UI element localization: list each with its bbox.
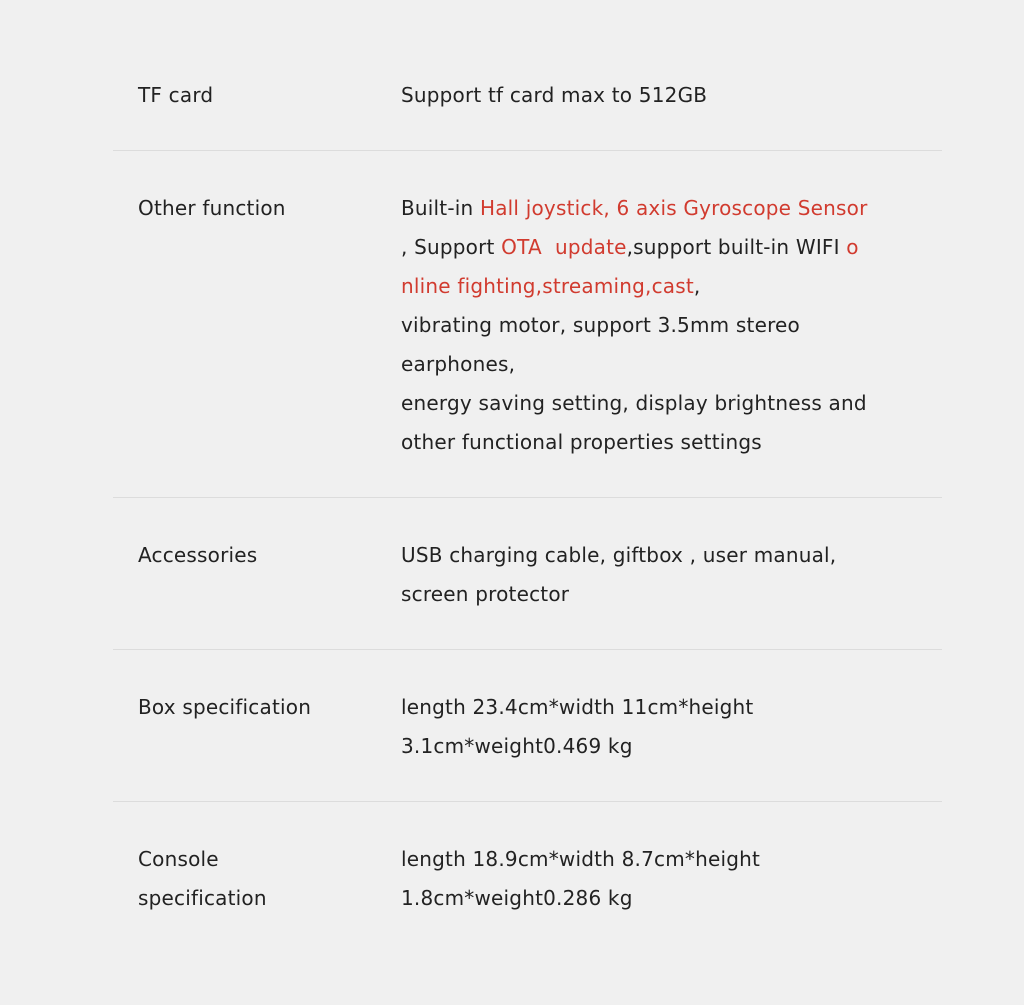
highlight-text: Hall joystick, 6 axis Gyroscope Sensor (479, 196, 868, 220)
spec-table (113, 0, 942, 1005)
plain-text: , Support (401, 235, 502, 259)
plain-text: ,support built-in WIFI (626, 235, 847, 259)
spec-value-line: vibrating motor, support 3.5mm stereo (401, 313, 800, 337)
spec-value-line: length 18.9cm*width 8.7cm*height (401, 847, 761, 871)
spec-row-accessories (113, 498, 942, 650)
spec-value-line: other functional properties settings (401, 430, 762, 454)
highlight-text: o (846, 235, 859, 259)
spec-value-box-specification (401, 688, 901, 766)
spec-label-line: specification (138, 886, 267, 910)
spec-label-console-specification (138, 840, 368, 918)
spec-value-line: earphones, (401, 352, 516, 376)
spec-value-line (401, 228, 901, 267)
spec-value-tf-card: Support tf card max to 512GB (401, 83, 708, 107)
highlight-text: OTA update (501, 235, 627, 259)
plain-text: , (693, 274, 701, 298)
spec-value-console-specification (401, 840, 901, 918)
spec-value-accessories (401, 536, 901, 614)
spec-value-line (401, 189, 901, 228)
spec-value-line: screen protector (401, 582, 570, 606)
spec-row-console-specification (113, 802, 942, 1005)
spec-value-line: energy saving setting, display brightness and (401, 391, 867, 415)
spec-label-tf-card: TF card (138, 83, 214, 107)
spec-value-line: 1.8cm*weight0.286 kg (401, 886, 633, 910)
spec-value-line: USB charging cable, giftbox , user manual, (401, 543, 837, 567)
spec-row-other-function (113, 151, 942, 498)
spec-label-box-specification: Box specification (138, 695, 312, 719)
spec-label-accessories: Accessories (138, 543, 258, 567)
spec-label-other-function: Other function (138, 196, 286, 220)
highlight-text: nline fighting,streaming,cast (401, 274, 694, 298)
spec-row-tf-card (113, 0, 942, 151)
plain-text: Built-in (401, 196, 480, 220)
spec-row-box-specification (113, 650, 942, 802)
spec-value-other-function (401, 189, 901, 462)
spec-label-line: Console (138, 847, 219, 871)
spec-value-line (401, 267, 901, 306)
spec-value-line: length 23.4cm*width 11cm*height (401, 695, 754, 719)
spec-value-line: 3.1cm*weight0.469 kg (401, 734, 633, 758)
